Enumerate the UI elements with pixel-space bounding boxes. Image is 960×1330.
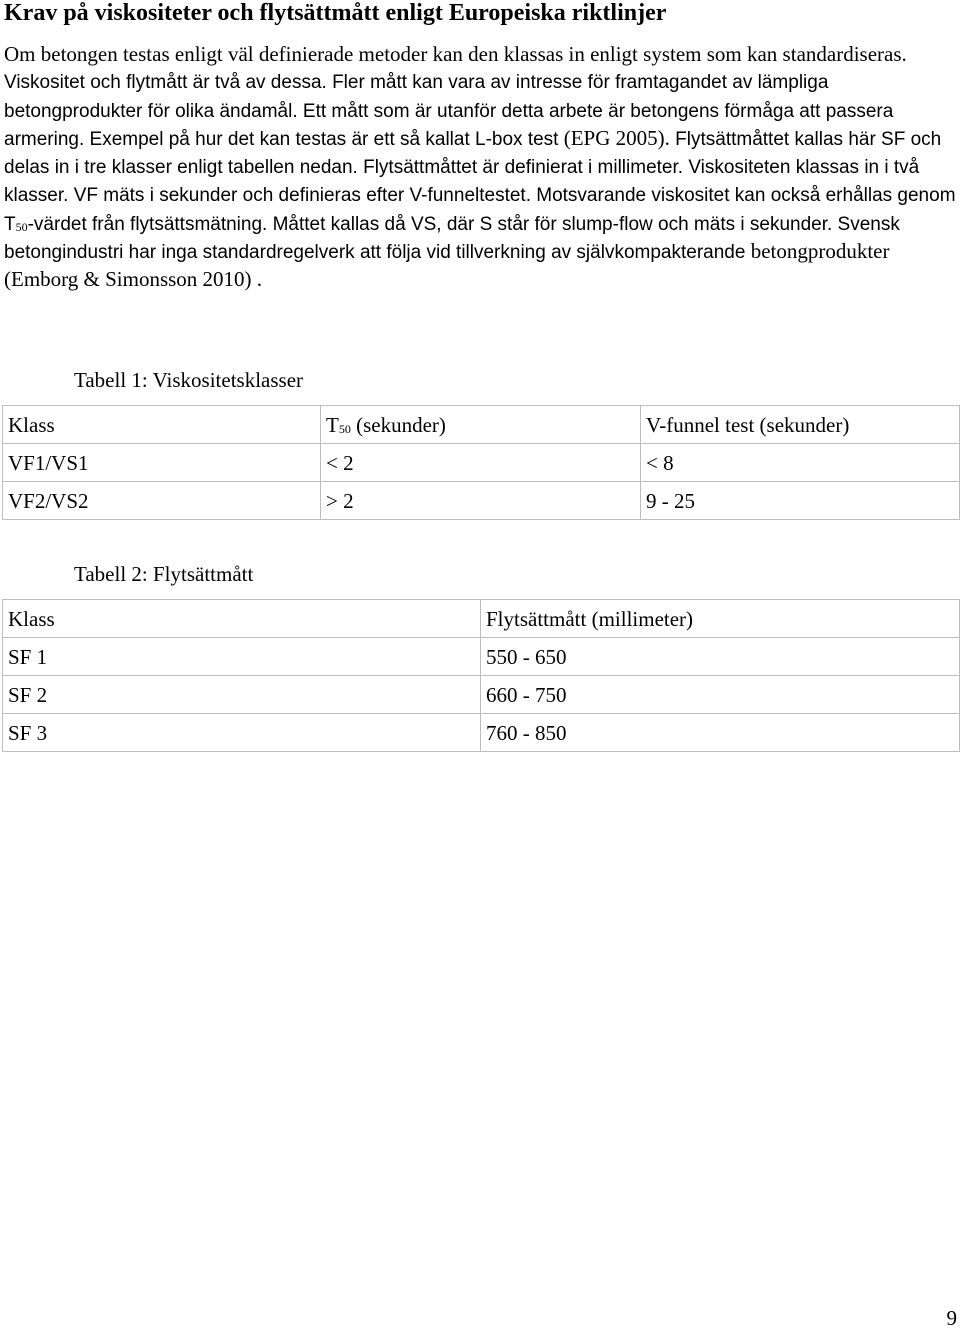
page-number: 9 (946, 1306, 957, 1330)
body-paragraph (4, 41, 959, 294)
header-cell-t50 (321, 406, 641, 444)
paragraph-subscript: 50 (15, 219, 28, 234)
paragraph-segment: Ett mått som är utanför detta arbete är betongens förmåga att passera armering. Exempel på hur det kan testas är ett så kallat L-box test (4, 100, 894, 150)
cell-vfunnel: 9 - 25 (641, 482, 960, 520)
table-header-row (3, 406, 960, 444)
cell-klass: VF2/VS2 (3, 482, 321, 520)
header-t50-prefix: T (326, 412, 339, 437)
viscosity-class-table (2, 405, 960, 520)
header-cell-flytsattmatt: Flytsättmått (millimeter) (481, 600, 960, 638)
table-row (3, 714, 960, 752)
paragraph-segment: -värdet från flytsättsmätning. Måttet kallas då VS, där S står för slump-flow och mäts i sekunder. Svensk betongindustri har inga standardregelverk att följa vid tillverkning av självkompakterande (4, 213, 900, 264)
cell-klass: VF1/VS1 (3, 444, 321, 482)
header-cell-klass: Klass (3, 600, 481, 638)
header-cell-klass: Klass (3, 406, 321, 444)
cell-flytsattmatt: 660 - 750 (481, 676, 960, 714)
cell-t50: > 2 (321, 482, 641, 520)
section-heading: Krav på viskositeter och flytsättmått enligt Europeiska riktlinjer (4, 0, 667, 26)
paragraph-segment: Flytsättmåttet kallas här SF och delas in i tre klasser enligt tabellen nedan. Flytsättmåttet är definierat i millimeter. Viskositeten klassas in i två klasser. VF mäts i sekunder och definieras efter V-funneltestet. Motsvarande viskositet kan också erhållas genom T (4, 128, 956, 235)
paragraph-segment: Fler mått kan vara av intresse för framtagandet av lämpliga betongprodukter för olika ändamål. (4, 72, 829, 122)
table1-caption: Tabell 1: Viskositetsklasser (74, 368, 304, 392)
cell-klass: SF 3 (3, 714, 481, 752)
cell-t50: < 2 (321, 444, 641, 482)
paragraph-segment: Viskositet och flytmått är två av dessa. (4, 72, 333, 94)
table-row (3, 638, 960, 676)
table-row (3, 444, 960, 482)
header-cell-vfunnel: V-funnel test (sekunder) (641, 406, 960, 444)
cell-klass: SF 2 (3, 676, 481, 714)
paragraph-segment: Om betongen testas enligt väl definierade metoder kan den klassas in enligt system som kan standardiseras. (4, 42, 907, 66)
cell-vfunnel: < 8 (641, 444, 960, 482)
table-row (3, 482, 960, 520)
table2-caption: Tabell 2: Flytsättmått (74, 562, 254, 586)
cell-flytsattmatt: 550 - 650 (481, 638, 960, 676)
table-header-row (3, 600, 960, 638)
header-t50-suffix: (sekunder) (350, 412, 446, 437)
table-row (3, 676, 960, 714)
paragraph-segment: (EPG 2005). (563, 125, 676, 150)
cell-klass: SF 1 (3, 638, 481, 676)
paragraph-segment: betongprodukter (Emborg & Simonsson 2010) . (4, 239, 890, 292)
header-t50-subscript: 50 (338, 421, 351, 436)
flow-class-table (2, 599, 960, 752)
cell-flytsattmatt: 760 - 850 (481, 714, 960, 752)
